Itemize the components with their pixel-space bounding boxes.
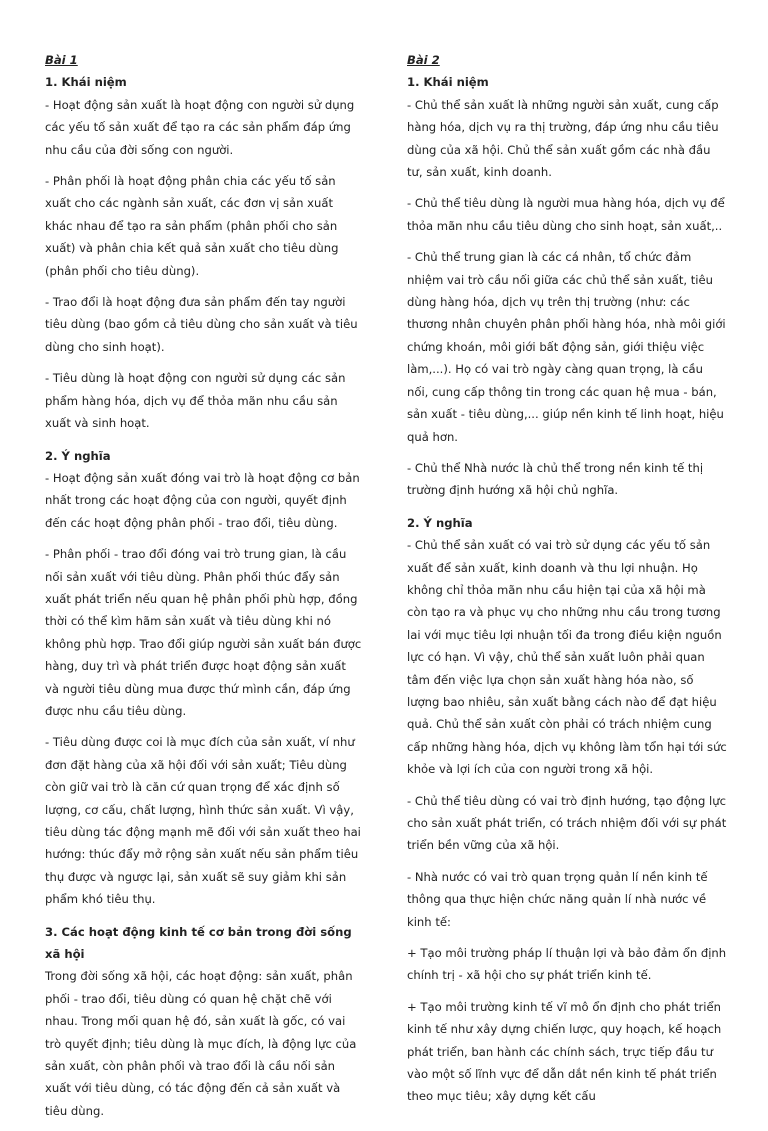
paragraph: - Nhà nước có vai trò quan trọng quản lí nền kinh tế thông qua thực hiện chức năng quản lí nhà nước về kinh tế: [407, 869, 708, 929]
paragraph: - Trao đổi là hoạt động đưa sản phẩm đến tay người tiêu dùng (bao gồm cả tiêu dùng cho sản xuất và tiêu dùng cho sinh hoạt). [45, 295, 358, 354]
paragraph: - Chủ thể tiêu dùng là người mua hàng hóa, dịch vụ để thỏa mãn nhu cầu tiêu dùng cho sinh hoạt, sản xuất,.. [407, 196, 725, 233]
section-heading: 2. Ý nghĩa [45, 448, 111, 463]
paragraph: - Chủ thể sản xuất có vai trò sử dụng các yếu tố sản xuất để sản xuất, kinh doanh và thu lợi nhuận. Họ không chỉ thỏa mãn nhu cầu hiện tại của xã hội mà còn tạo ra và phục vụ cho những nhu cầu trong tương lai với mục tiêu lợi nhuận tối đa trong điều kiện nguồn lực có hạn. Vì vậy, chủ thể sản xuất luôn phải quan tâm đến việc lựa chọn sản xuất hàng hóa nào, số lượng bao nhiêu, sản xuất bằng cách nào để đạt hiệu quả. Chủ thể sản xuất còn phải có trách nhiệm cung cấp những hàng hóa, dịch vụ không làm tổn hại tới sức khỏe và lợi ích của con người trong xã hội. [407, 538, 727, 777]
paragraph: - Tiêu dùng là hoạt động con người sử dụng các sản phẩm hàng hóa, dịch vụ để thỏa mãn nhu cầu sản xuất và sinh hoạt. [45, 371, 346, 431]
paragraph: - Tiêu dùng được coi là mục đích của sản xuất, ví như đơn đặt hàng của xã hội đối với sản xuất; Tiêu dùng còn giữ vai trò là căn cứ quan trọng để xác định số lượng, cơ cấu, chất lượng, hình thức sản xuất. Vì vậy, tiêu dùng tác động mạnh mẽ đối với sản xuất theo hai hướng: thúc đẩy mở rộng sản xuất nếu sản phẩm tiêu thụ được và ngược lại, sản xuất sẽ suy giảm khi sản phẩm khó tiêu thụ. [45, 735, 361, 907]
paragraph: - Phân phối - trao đổi đóng vai trò trung gian, là cầu nối sản xuất với tiêu dùng. Phân phối thúc đẩy sản xuất phát triển nếu quan hệ phân phối phù hợp, đồng thời có thể kìm hãm sản xuất và tiêu dùng khi nó không phù hợp. Trao đổi giúp người sản xuất bán được hàng, duy trì và phát triển được hoạt động sản xuất và người tiêu dùng mua được thứ mình cần, đáp ứng được nhu cầu tiêu dùng. [45, 547, 362, 718]
paragraph: - Phân phối là hoạt động phân chia các yếu tố sản xuất cho các ngành sản xuất, các đơn vị sản xuất khác nhau để tạo ra sản phẩm (phân phối cho sản xuất) và phân chia kết quả sản xuất cho tiêu dùng (phân phối cho tiêu dùng). [45, 174, 339, 278]
paragraph: - Chủ thể Nhà nước là chủ thể trong nền kinh tế thị trường định hướng xã hội chủ nghĩa. [407, 460, 704, 498]
lesson-title: Bài 2 [407, 53, 440, 67]
paragraph: + Tạo môi trường kinh tế vĩ mô ổn định cho phát triển kinh tế như xây dựng chiến lược, quy hoạch, kế hoạch phát triển, ban hành các chính sách, trực tiếp đầu tư vào một số lĩnh vực để dẫn dắt nền kinh tế phát triển theo mục tiêu; xây dựng kết cấu [407, 999, 722, 1104]
paragraph: - Hoạt động sản xuất là hoạt động con người sử dụng các yếu tố sản xuất để tạo ra các sản phẩm đáp ứng nhu cầu của đời sống con người. [45, 97, 355, 157]
paragraph: - Hoạt động sản xuất đóng vai trò là hoạt động cơ bản nhất trong các hoạt động của con người, quyết định đến các hoạt động phân phối - trao đổi, tiêu dùng. [45, 470, 360, 530]
section-heading: 3. Các hoạt động kinh tế cơ bản trong đời sống xã hội [45, 924, 352, 962]
paragraph: - Chủ thể sản xuất là những người sản xuất, cung cấp hàng hóa, dịch vụ ra thị trường, đáp ứng nhu cầu tiêu dùng của xã hội. Chủ thể sản xuất gồm các nhà đầu tư, sản xuất, kinh doanh. [407, 97, 719, 180]
paragraph: + Tạo môi trường pháp lí thuận lợi và bảo đảm ổn định chính trị - xã hội cho sự phát triển kinh tế. [407, 946, 727, 983]
column-lesson-2 [407, 49, 727, 1117]
section-heading: 2. Ý nghĩa [407, 515, 473, 530]
paragraph: - Chủ thể trung gian là các cá nhân, tổ chức đảm nhiệm vai trò cầu nối giữa các chủ thể sản xuất, tiêu dùng hàng hóa, dịch vụ trên thị trường (như: các thương nhân chuyên phân phối hàng hóa, nhà môi giới chứng khoán, môi giới bất động sản, giới thiệu việc làm,...). Họ có vai trò ngày càng quan trọng, là cầu nối, cung cấp thông tin trong các quan hệ mua - bán, sản xuất - tiêu dùng,... giúp nền kinh tế linh hoạt, hiệu quả hơn. [407, 250, 726, 444]
lesson-title: Bài 1 [45, 53, 78, 67]
section-heading: 1. Khái niệm [407, 75, 489, 90]
paragraph: Trong đời sống xã hội, các hoạt động: sản xuất, phân phối - trao đổi, tiêu dùng có quan hệ chặt chẽ với nhau. Trong mối quan hệ đó, sản xuất là gốc, có vai trò quyết định; tiêu dùng là mục đích, là động lực của sản xuất, còn phân phối và trao đổi là cầu nối sản xuất với tiêu dùng, có tác động đến cả sản xuất và tiêu dùng. [45, 969, 357, 1118]
section-heading: 1. Khái niệm [45, 75, 127, 90]
paragraph: - Chủ thể tiêu dùng có vai trò định hướng, tạo động lực cho sản xuất phát triển, có trách nhiệm đối với sự phát triển bền vững của xã hội. [407, 793, 727, 853]
column-lesson-1 [45, 49, 363, 1131]
